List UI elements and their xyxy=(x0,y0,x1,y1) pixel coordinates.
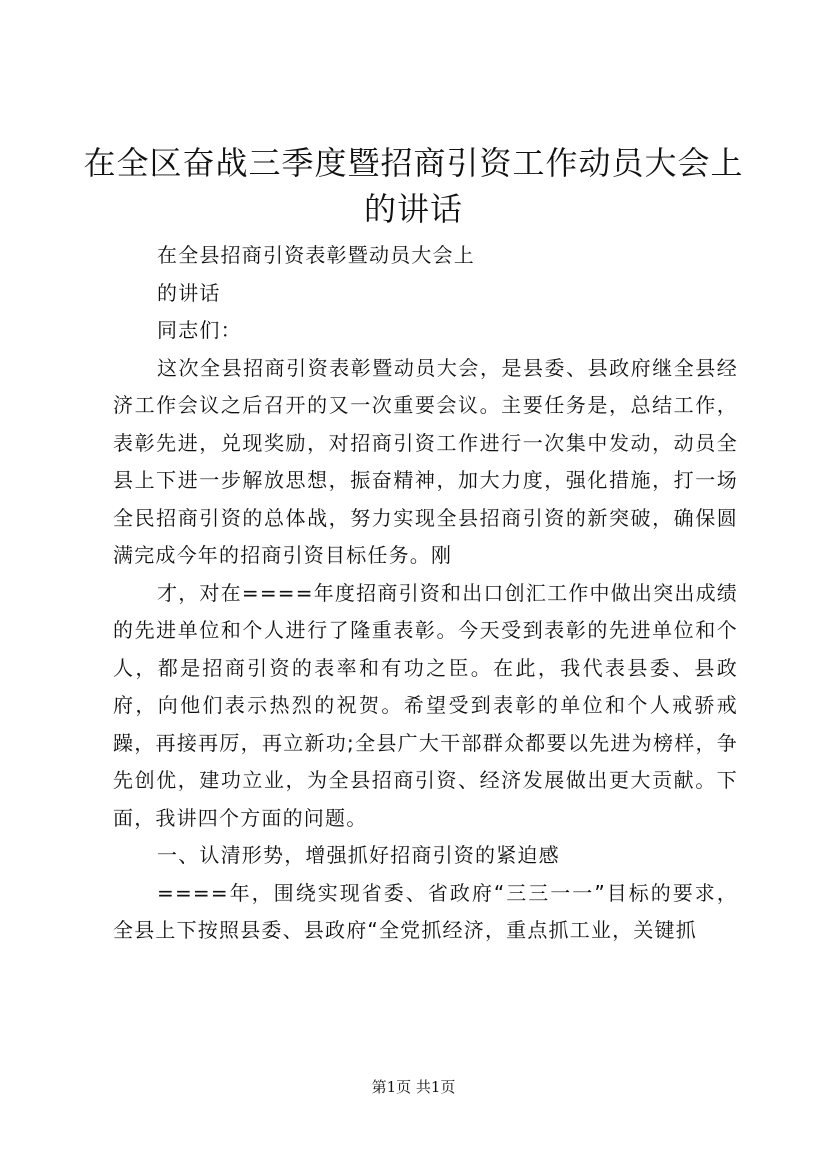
paragraph-body: ====年，围绕实现省委、省政府“三三一一”目标的要求，全县上下按照县委、县政府“全党抓经济，重点抓工业，关键抓 xyxy=(113,880,738,942)
section-heading: 一、认清形势，增强抓好招商引资的紧迫感 xyxy=(157,843,560,867)
paragraph-body: 才，对在====年度招商引资和出口创汇工作中做出突出成绩的先进单位和个人进行了隆重表彰。今天受到表彰的先进单位和个人，都是招商引资的表率和有功之臣。在此，我代表县委、县政府，向他们表示热烈的祝贺。希望受到表彰的单位和个人戒骄戒躁，再接再厉，再立新功;全县广大干部群众都要以先进为榜样，争先创优，建功立业，为全县招商引资、经济发展做出更大贡献。下面，我讲四个方面的问题。 xyxy=(113,580,738,830)
document-body xyxy=(113,237,738,950)
paragraph-body: 这次全县招商引资表彰暨动员大会，是县委、县政府继全县经济工作会议之后召开的又一次重要会议。主要任务是，总结工作，表彰先进，兑现奖励，对招商引资工作进行一次集中发动，动员全县上下进一步解放思想，振奋精神，加大力度，强化措施，打一场全民招商引资的总体战，努力实现全县招商引资的新突破，确保圆满完成今年的招商引资目标任务。刚 xyxy=(113,355,738,567)
paragraph-subtitle-line-1: 在全县招商引资表彰暨动员大会上 xyxy=(157,243,475,267)
page-footer: 第1页 共1页 xyxy=(371,1078,456,1096)
paragraph-salutation: 同志们： xyxy=(157,318,242,342)
document-title: 在全区奋战三季度暨招商引资工作动员大会上的讲话 xyxy=(83,144,744,228)
paragraph-subtitle-line-2: 的讲话 xyxy=(157,280,221,305)
